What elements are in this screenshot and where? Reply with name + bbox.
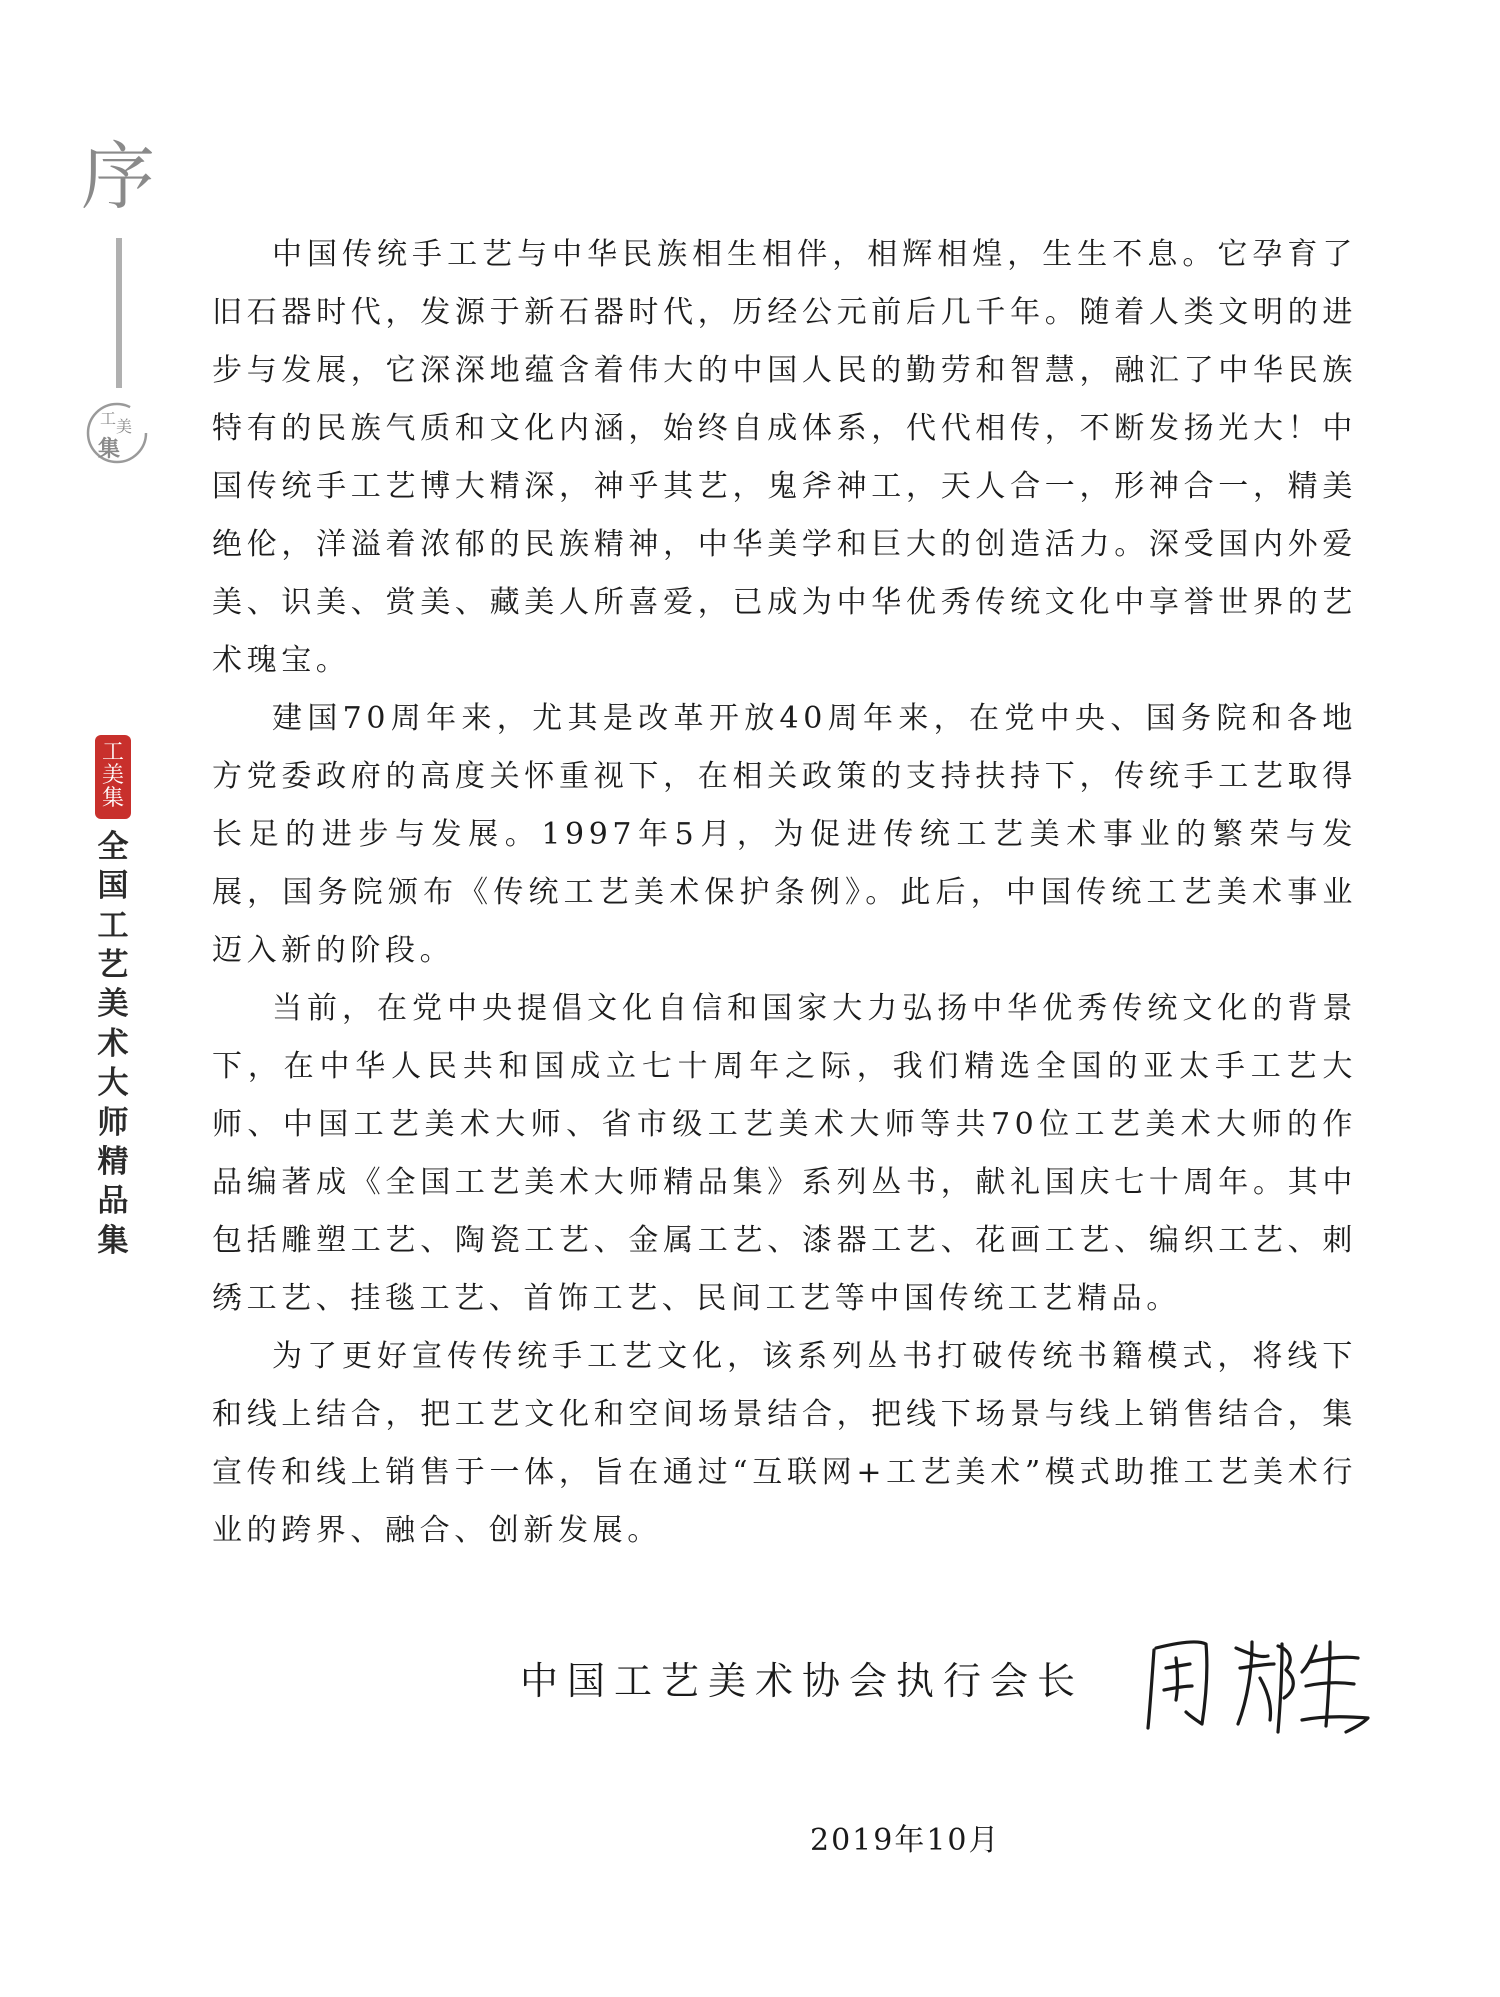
title-char: 国: [97, 868, 129, 905]
red-seal: [95, 735, 131, 819]
preface-paragraph: 当前，在党中央提倡文化自信和国家大力弘扬中华优秀传统文化的背景下，在中华人民共和国成立七十周年之际，我们精选全国的亚太手工艺大师、中国工艺美术大师、省市级工艺美术大师等共70位工艺美术大师的作品编著成《全国工艺美术大师精品集》系列丛书，献礼国庆七十周年。其中包括雕塑工艺、陶瓷工艺、金属工艺、漆器工艺、花画工艺、编织工艺、刺绣工艺、挂毯工艺、首饰工艺、民间工艺等中国传统工艺精品。: [212, 991, 1357, 1316]
handwritten-signature: [1140, 1628, 1380, 1738]
title-char: 师: [97, 1104, 129, 1141]
title-char: 品: [97, 1183, 129, 1220]
signatory-title: 中国工艺美术协会执行会长: [520, 1659, 1085, 1703]
title-char: 术: [97, 1025, 129, 1062]
preface-body: [212, 226, 1357, 1560]
seal-char: 美: [101, 763, 124, 788]
section-heading: 序: [81, 134, 155, 220]
title-char: 全: [97, 829, 129, 865]
title-char: 艺: [97, 947, 129, 984]
logo-char-ji: 集: [98, 436, 121, 462]
gongmeiji-logo: [80, 398, 150, 468]
title-char: 集: [97, 1222, 129, 1259]
signature-block: [520, 1628, 1360, 1738]
vertical-book-title: [92, 828, 134, 1261]
vertical-divider: [116, 238, 122, 388]
preface-paragraph: 为了更好宣传传统手工艺文化，该系列丛书打破传统书籍模式，将线下和线上结合，把工艺文化和空间场景结合，把线下场景与线上销售结合，集宣传和线上销售于一体，旨在通过“互联网+工艺美术”模式助推工艺美术行业的跨界、融合、创新发展。: [212, 1339, 1357, 1548]
logo-char-mei: 美: [116, 417, 133, 436]
preface-paragraph: 中国传统手工艺与中华民族相生相伴，相辉相煌，生生不息。它孕育了旧石器时代，发源于新石器时代，历经公元前后几千年。随着人类文明的进步与发展，它深深地蕴含着伟大的中国人民的勤劳和智慧，融汇了中华民族特有的民族气质和文化内涵，始终自成体系，代代相传，不断发扬光大！中国传统手工艺博大精深，神乎其艺，鬼斧神工，天人合一，形神合一，精美绝伦，洋溢着浓郁的民族精神，中华美学和巨大的创造活力。深受国内外爱美、识美、赏美、藏美人所喜爱，已成为中华优秀传统文化中享誉世界的艺术瑰宝。: [212, 237, 1357, 678]
title-char: 美: [97, 986, 129, 1023]
seal-char: 工: [101, 740, 124, 765]
title-char: 大: [97, 1065, 129, 1102]
title-char: 精: [97, 1143, 129, 1180]
title-char: 工: [97, 907, 129, 944]
preface-date: 2019年10月: [810, 1823, 1001, 1858]
seal-char: 集: [101, 786, 124, 811]
preface-paragraph: 建国70周年来，尤其是改革开放40周年来，在党中央、国务院和各地方党委政府的高度关怀重视下，在相关政策的支持扶持下，传统手工艺取得长足的进步与发展。1997年5月，为促进传统工艺美术事业的繁荣与发展，国务院颁布《传统工艺美术保护条例》。此后，中国传统工艺美术事业迈入新的阶段。: [212, 701, 1357, 968]
logo-char-gong: 工: [100, 409, 117, 428]
